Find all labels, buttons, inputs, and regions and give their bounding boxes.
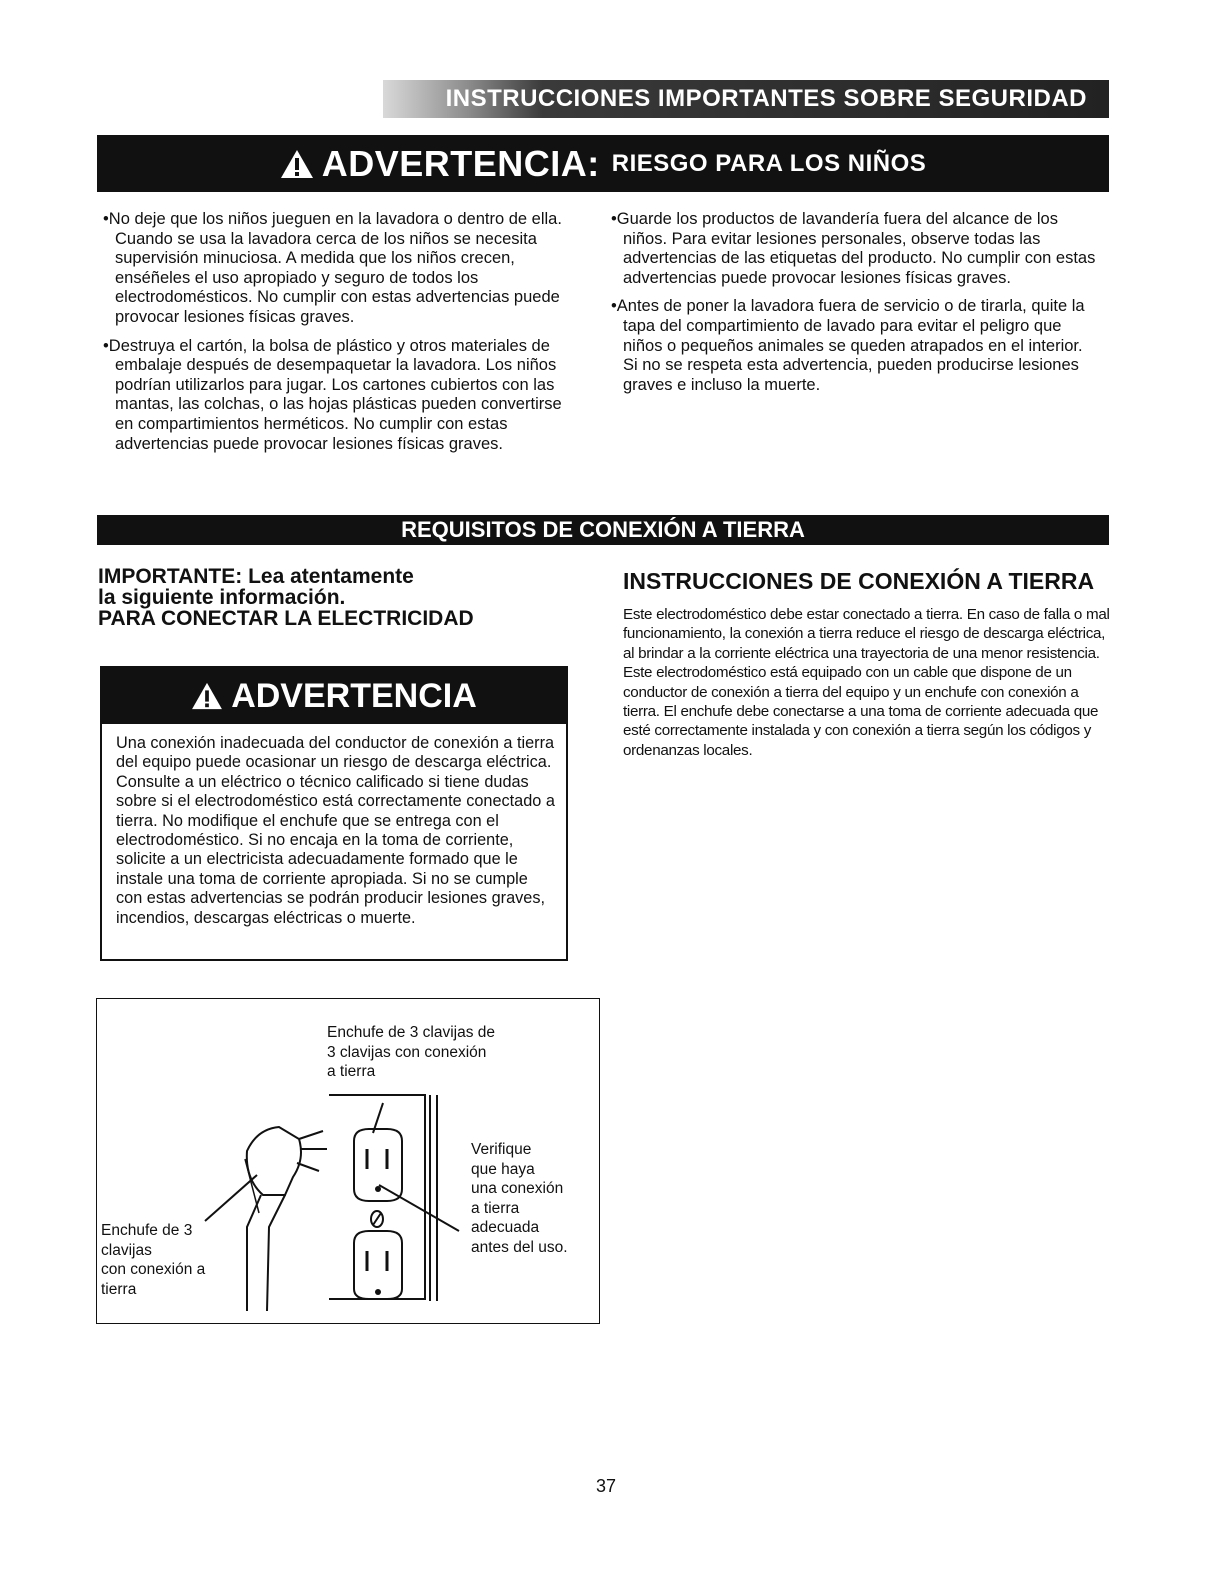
page-number: 37 <box>596 1476 617 1496</box>
banner-title: INSTRUCCIONES IMPORTANTES SOBRE SEGURIDAD <box>445 85 1087 112</box>
plug-body <box>247 1127 301 1195</box>
warning-triangle-icon <box>280 149 314 179</box>
outlet-plate <box>329 1095 425 1299</box>
list-item: •Guarde los productos de lavandería fuera del alcance de los niños. Para evitar lesiones personales, observe todas las advertencias de las etiquetas del producto. No cumplir con estas advertencias puede provocar lesiones físicas graves. <box>611 210 1096 287</box>
warning-word: ADVERTENCIA: <box>321 142 600 184</box>
outlet-label: Enchufe de 3 clavijas de 3 clavijas con conexión a tierra <box>327 1024 496 1080</box>
warning-box-text: Una conexión inadecuada del conductor de conexión a tierra del equipo puede ocasionar un riesgo de descarga eléctrica. Consulte a un eléctrico o técnico calificado si tiene dudas sobre si el electrodoméstico está correctamente conectado a tierra. No modifique el enchufe que se entrega con el electrodoméstico. Si no encaja en la toma de corriente, solicite a un electricista adecuadamente formado que le instale una toma de corriente apropiada. Si no se cumple con estas advertencias se podrán producir lesiones graves, incendios, descargas eléctricas o muerte. <box>116 734 555 927</box>
grounding-diagram <box>96 998 600 1324</box>
plug-outlet-illustration <box>97 999 601 1325</box>
important-line: la siguiente información. <box>98 586 346 609</box>
warning-box-title: ADVERTENCIA <box>231 676 477 715</box>
warning-box-header <box>102 668 566 724</box>
section-title: REQUISITOS DE CONEXIÓN A TIERRA <box>401 517 805 542</box>
lower-receptacle <box>354 1231 402 1299</box>
list-item: •Antes de poner la lavadora fuera de servicio o de tirarla, quite la tapa del compartimiento de lavado para evitar el peligro que niños o pequeños animales se queden atrapados en el interior. Si no se respeta esta advertencia, pueden producirse lesiones graves e incluso la muerte. <box>611 297 1085 394</box>
children-warnings-left <box>103 210 581 463</box>
grounding-section-bar <box>97 515 1109 545</box>
important-heading <box>98 566 578 629</box>
important-line: IMPORTANTE: Lea atentamente <box>98 565 414 588</box>
children-warning-bar <box>97 135 1109 192</box>
warning-subtitle: RIESGO PARA LOS NIÑOS <box>611 149 927 177</box>
electricity-heading: PARA CONECTAR LA ELECTRICIDAD <box>98 607 474 630</box>
electric-warning-box <box>100 666 568 961</box>
plug-label: Enchufe de 3 clavijas con conexión a tierra <box>101 1222 206 1298</box>
warning-triangle-icon <box>191 682 223 710</box>
children-warnings-right <box>611 210 1101 404</box>
instructions-title: INSTRUCCIONES DE CONEXIÓN A TIERRA <box>623 568 1095 594</box>
section-banner <box>383 80 1109 118</box>
list-item: •No deje que los niños jueguen en la lavadora o dentro de ella. Cuando se usa la lavadora cerca de los niños se necesita supervisión minuciosa. A medida que los niños crecen, enséñeles el uso apropiado y seguro de todos los electrodomésticos. No cumplir con estas advertencias puede provocar lesiones físicas graves. <box>103 210 562 326</box>
verify-label: Verifique que haya una conexión a tierra adecuada antes del uso. <box>471 1141 568 1256</box>
instructions-text: Este electrodoméstico debe estar conectado a tierra. En caso de falla o mal funcionamiento, la conexión a tierra reduce el riesgo de descarga eléctrica, al brindar a la corriente eléctrica una trayectoria de una menor resistencia. Este electrodoméstico está equipado con un cable que dispone de un conductor de conexión a tierra del equipo y un enchufe con conexión a tierra. El enchufe debe conectarse a una toma de corriente adecuada que esté correctamente instalada y con conexión a tierra según los códigos y ordenanzas locales. <box>623 606 1110 759</box>
list-item: •Destruya el cartón, la bolsa de plástico y otros materiales de embalaje después de desempaquetar la lavadora. Los niños podrían utilizarlos para jugar. Los cartones cubiertos con las mantas, las colchas, o las hojas plásticas pueden convertirse en compartimientos herméticos. No cumplir con estas advertencias puede provocar lesiones físicas graves. <box>103 336 562 453</box>
